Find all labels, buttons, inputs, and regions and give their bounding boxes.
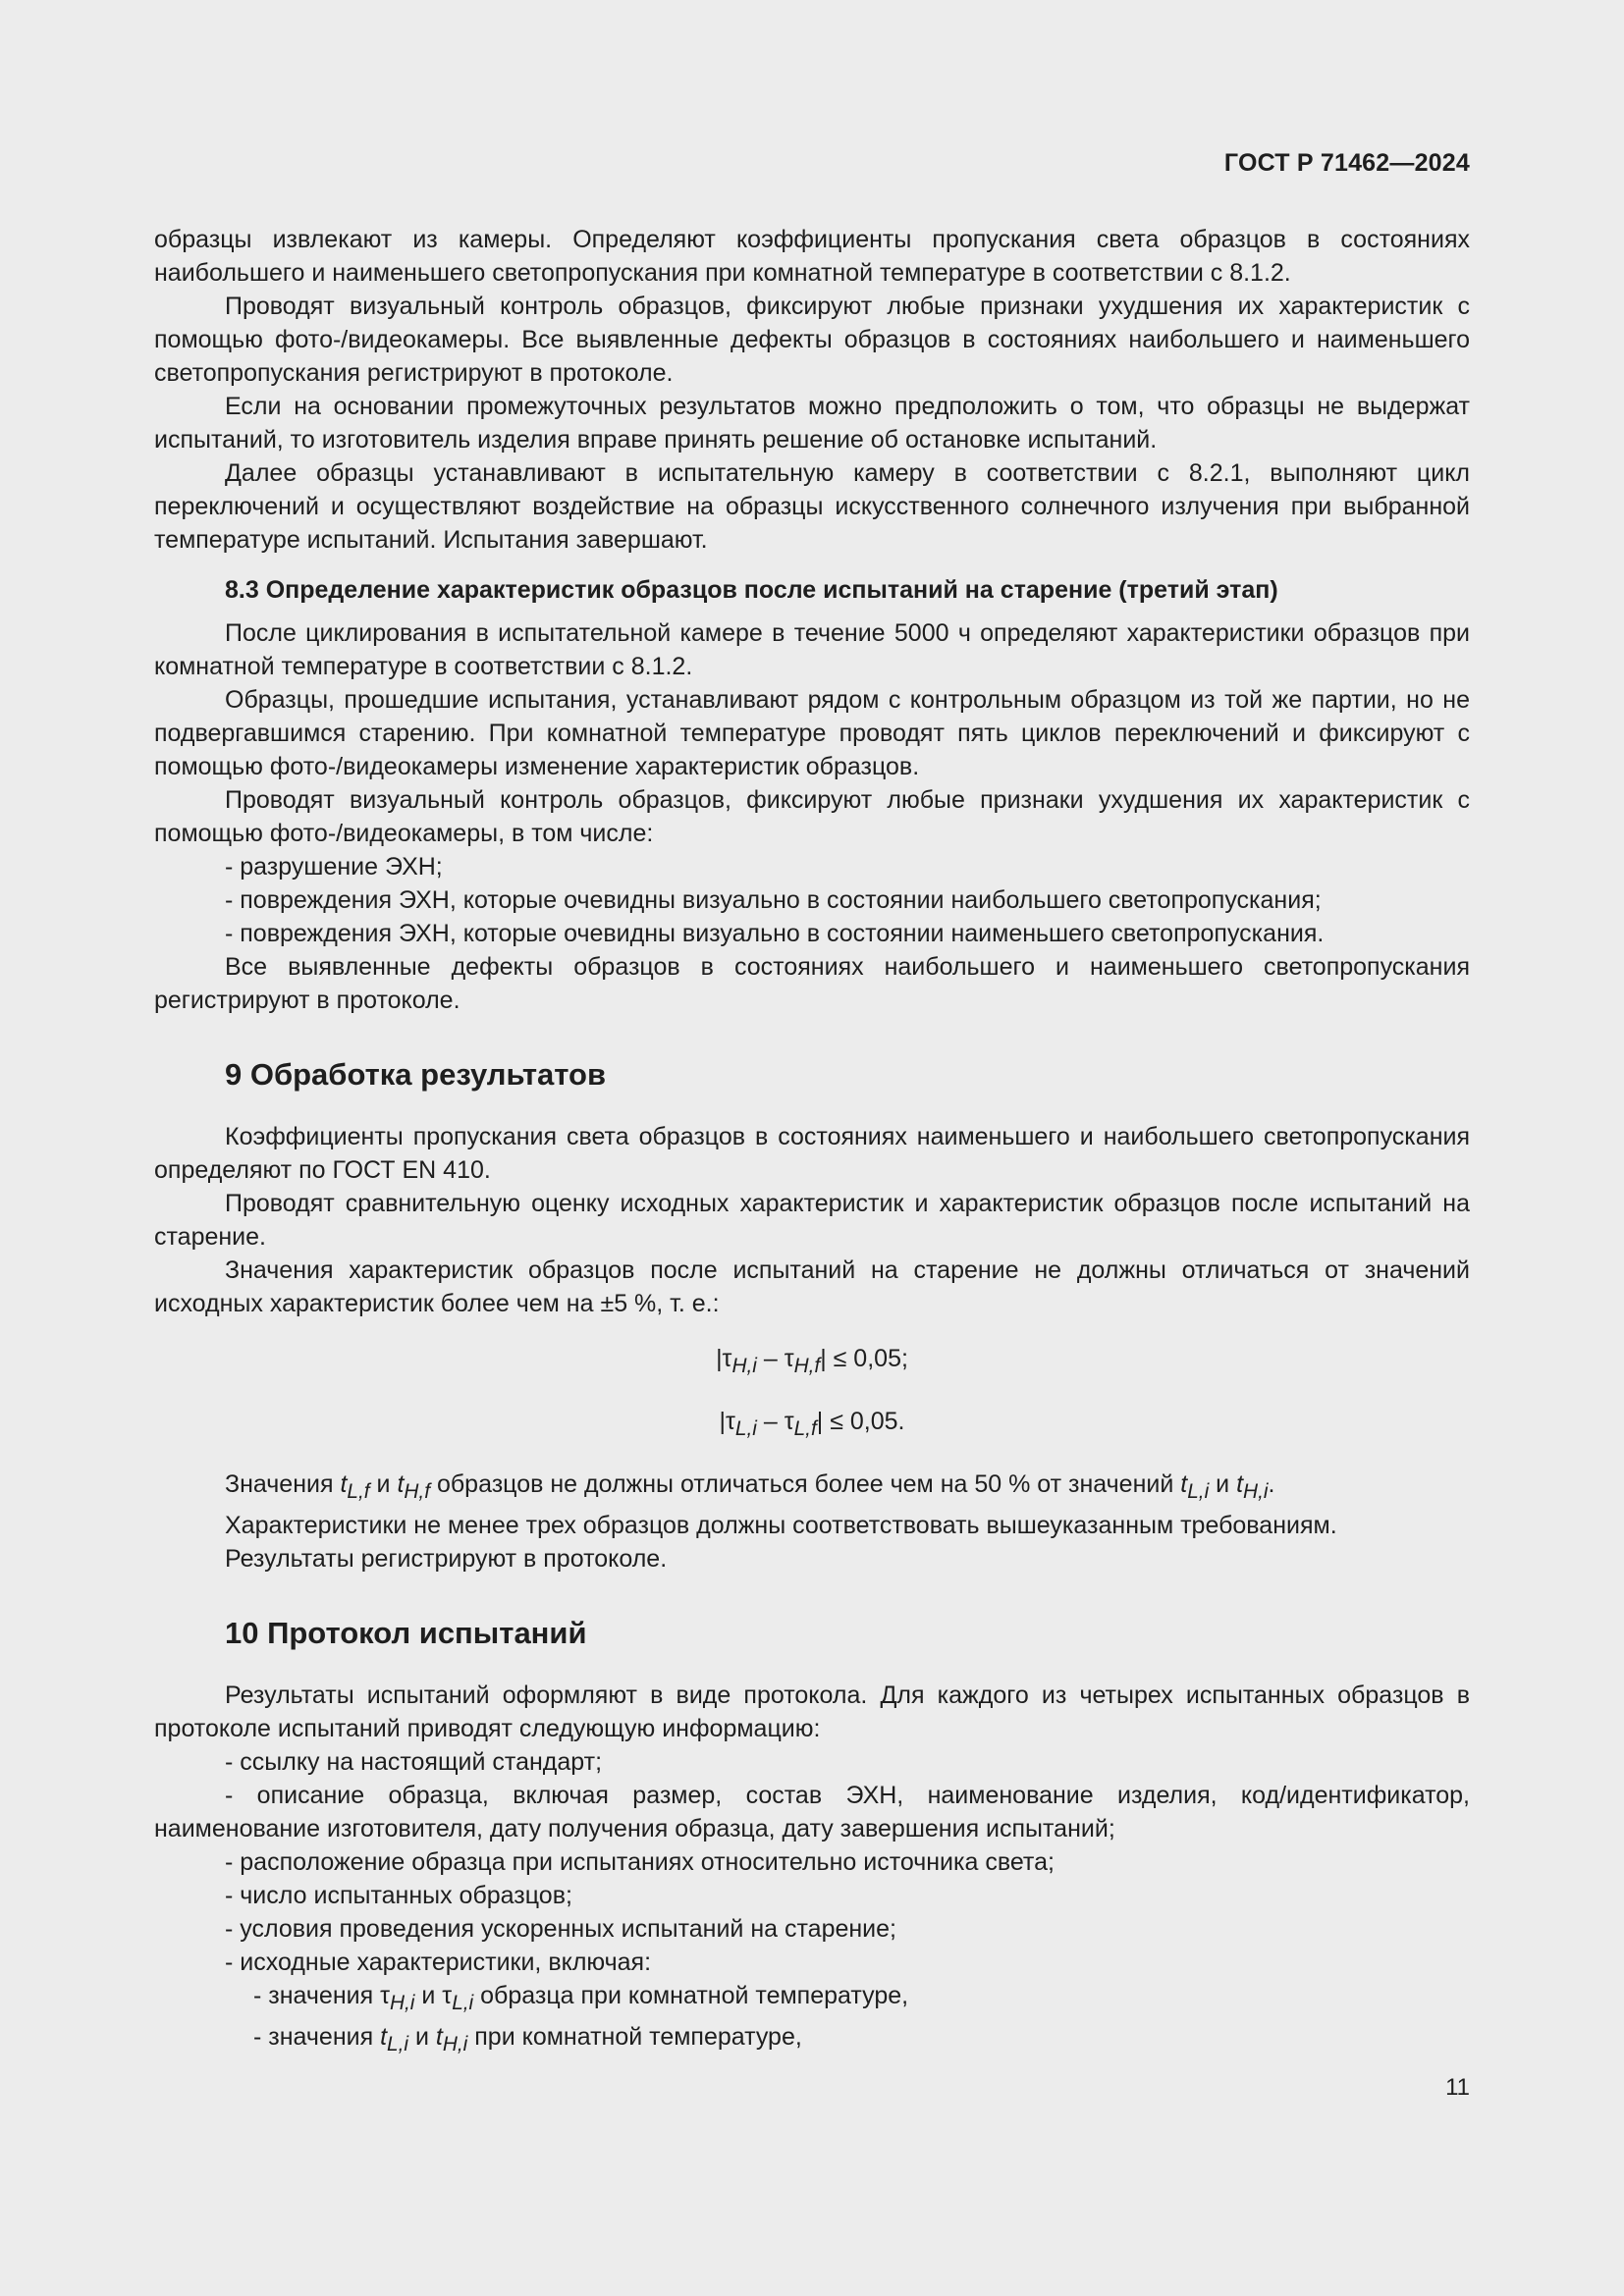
list-item: - число испытанных образцов; <box>225 1882 572 1909</box>
section-heading-9: 9 Обработка результатов <box>225 1057 607 1092</box>
paragraph: Значения характеристик образцов после испытаний на старение не должны отличаться от значений исходных характеристик более чем на ±5 %, т. е.: <box>154 1256 1470 1317</box>
list-item: - повреждения ЭХН, которые очевидны визуально в состоянии наибольшего светопропускания; <box>225 886 1322 914</box>
list-item: - описание образца, включая размер, состав ЭХН, наименование изделия, код/идентификатор, наименование изготовителя, дату получения образца, дату завершения испытаний; <box>154 1782 1470 1842</box>
paragraph: Образцы, прошедшие испытания, устанавливают рядом с контрольным образцом из той же партии, но не подвергавшимся старению. При комнатной температуре проводят пять циклов переключений и фиксируют с помощью фото-/видеокамеры изменение характеристик образцов. <box>154 686 1470 780</box>
paragraph: Проводят сравнительную оценку исходных характеристик и характеристик образцов после испытаний на старение. <box>154 1190 1470 1251</box>
paragraph: После циклирования в испытательной камере в течение 5000 ч определяют характеристики образцов при комнатной температуре в соответствии с 8.1.2. <box>154 619 1470 680</box>
formula-tau-h: $|\tau_{H,i} - \tau_{H,f}| \le 0,05$; <box>716 1345 908 1377</box>
list-item: - повреждения ЭХН, которые очевидны визуально в состоянии наименьшего светопропускания. <box>225 920 1325 947</box>
paragraph: Далее образцы устанавливают в испытательную камеру в соответствии с 8.2.1, выполняют цикл переключений и осуществляют воздействие на образцы искусственного солнечного излучения при выбранной температуре испытаний. Испытания завершают. <box>154 459 1470 554</box>
list-item: - расположение образца при испытаниях относительно источника света; <box>225 1848 1055 1876</box>
paragraph: Результаты регистрируют в протоколе. <box>225 1545 668 1573</box>
paragraph: Характеристики не менее трех образцов должны соответствовать вышеуказанным требованиям. <box>225 1512 1337 1539</box>
page-body <box>154 223 1470 2061</box>
section-heading-10: 10 Протокол испытаний <box>225 1616 587 1650</box>
paragraph: Значения $t_{L,f}$ и $t_{H,f}$ образцов не должны отличаться более чем на 50 % от значений $t_{L,i}$ и $t_{H,i}$. <box>225 1470 1275 1503</box>
paragraph: Коэффициенты пропускания света образцов в состояниях наименьшего и наибольшего светопропускания определяют по ГОСТ EN 410. <box>154 1123 1470 1184</box>
paragraph: Проводят визуальный контроль образцов, фиксируют любые признаки ухудшения их характеристик с помощью фото-/видеокамеры. Все выявленные дефекты образцов в состояниях наибольшего и наименьшего светопропускания регистрируют в протоколе. <box>154 293 1470 387</box>
paragraph: образцы извлекают из камеры. Определяют коэффициенты пропускания света образцов в состояниях наибольшего и наименьшего светопропускания при комнатной температуре в соответствии с 8.1.2. <box>154 226 1470 287</box>
list-item: - разрушение ЭХН; <box>225 853 443 881</box>
list-item: - ссылку на настоящий стандарт; <box>225 1748 603 1776</box>
paragraph: Все выявленные дефекты образцов в состояниях наибольшего и наименьшего светопропускания регистрируют в протоколе. <box>154 953 1470 1014</box>
list-item: - условия проведения ускоренных испытаний на старение; <box>225 1915 896 1943</box>
sub-list-item: - значения $\tau_{H,i}$ и $\tau_{L,i}$ образца при комнатной температуре, <box>253 1982 909 2014</box>
formula-tau-l: $|\tau_{L,i} - \tau_{L,f}| \le 0,05$. <box>719 1408 905 1440</box>
paragraph: Проводят визуальный контроль образцов, фиксируют любые признаки ухудшения их характеристик с помощью фото-/видеокамеры, в том числе: <box>154 786 1470 847</box>
paragraph: Результаты испытаний оформляют в виде протокола. Для каждого из четырех испытанных образцов в протоколе испытаний приводят следующую информацию: <box>154 1682 1470 1742</box>
paragraph: Если на основании промежуточных результатов можно предположить о том, что образцы не выдержат испытаний, то изготовитель изделия вправе принять решение об остановке испытаний. <box>154 393 1470 454</box>
sub-list-item: - значения $t_{L,i}$ и $t_{H,i}$ при комнатной температуре, <box>253 2023 802 2056</box>
list-item: - исходные характеристики, включая: <box>225 1949 652 1976</box>
page-number: 11 <box>1445 2074 1470 2101</box>
document-id-header: ГОСТ Р 71462—2024 <box>1223 149 1470 177</box>
section-heading-8-3: 8.3 Определение характеристик образцов после испытаний на старение (третий этап) <box>225 576 1278 604</box>
